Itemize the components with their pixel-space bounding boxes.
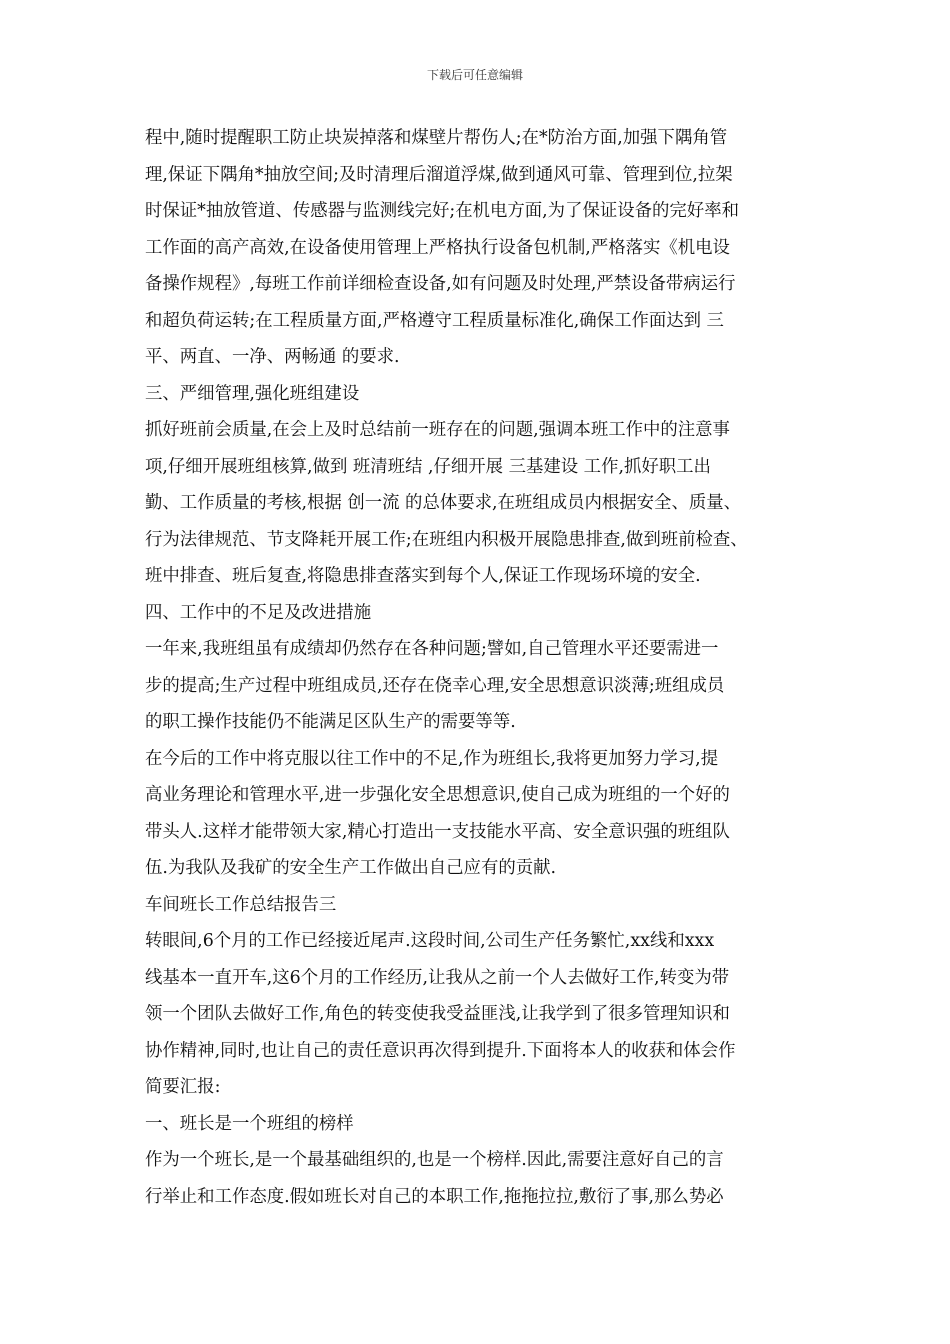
text-line: 理,保证下隅角*抽放空间;及时清理后溜道浮煤,做到通风可靠、管理到位,拉架 [145,164,733,185]
text-line: 时保证*抽放管道、传感器与监测线完好;在机电方面,为了保证设备的完好率和 [145,201,739,221]
text-line: 转眼间,6个月的工作已经接近尾声.这段时间,公司生产任务繁忙,xx线和xxx [145,931,715,951]
text-line: 项,仔细开展班组核算,做到 班清班结 ,仔细开展 三基建设 工作,抓好职工出 [145,456,711,477]
text-line: 工作面的高产高效,在设备使用管理上严格执行设备包机制,严格落实《机电设 [145,237,730,258]
text-line: 步的提高;生产过程中班组成员,还存在侥幸心理,安全思想意识淡薄;班组成员 [145,675,725,696]
text-line: 在今后的工作中将克服以往工作中的不足,作为班组长,我将更加努力学习,提 [145,748,719,769]
text-line: 抓好班前会质量,在会上及时总结前一班存在的问题,强调本班工作中的注意事 [145,420,730,440]
text-line: 的职工操作技能仍不能满足区队生产的需要等等. [145,712,516,732]
text-line: 勤、工作质量的考核,根据 创一流 的总体要求,在班组成员内根据安全、质量、 [145,493,742,513]
text-line: 简要汇报: [145,1077,221,1097]
section-heading: 四、工作中的不足及改进措施 [145,602,372,623]
text-line: 和超负荷运转;在工程质量方面,严格遵守工程质量标准化,确保工作面达到 三 [145,310,724,331]
text-line: 平、两直、一净、两畅通 的要求. [145,347,400,367]
text-line: 一年来,我班组虽有成绩却仍然存在各种问题;譬如,自己管理水平还要需进一 [145,639,719,659]
text-line: 高业务理论和管理水平,进一步强化安全思想意识,使自己成为班组的一个好的 [145,785,730,805]
text-line: 伍.为我队及我矿的安全生产工作做出自己应有的贡献. [145,858,557,878]
text-line: 班中排查、班后复查,将隐患排查落实到每个人,保证工作现场环境的安全. [145,566,701,586]
section-heading: 一、班长是一个班组的榜样 [145,1113,354,1134]
document-body [145,120,815,1215]
text-line: 行为法律规范、节支降耗开展工作;在班组内积极开展隐患排查,做到班前检查、 [145,529,748,550]
page-header-watermark: 下载后可任意编辑 [426,68,523,82]
text-line: 线基本一直开车,这6个月的工作经历,让我从之前一个人去做好工作,转变为带 [145,967,730,988]
text-line: 领一个团队去做好工作,角色的转变使我受益匪浅,让我学到了很多管理知识和 [145,1004,730,1024]
text-line: 备操作规程》,每班工作前详细检查设备,如有问题及时处理,严禁设备带病运行 [145,274,736,294]
text-line: 行举止和工作态度.假如班长对自己的本职工作,拖拖拉拉,敷衍了事,那么势必 [145,1186,724,1207]
text-line: 带头人.这样才能带领大家,精心打造出一支技能水平高、安全意识强的班组队 [145,821,730,842]
text-line: 程中,随时提醒职工防止块炭掉落和煤壁片帮伤人;在*防治方面,加强下隅角管 [145,128,728,148]
section-heading: 三、严细管理,强化班组建设 [145,383,360,404]
text-line: 作为一个班长,是一个最基础组织的,也是一个榜样.因此,需要注意好自己的言 [145,1150,724,1170]
report-title: 车间班长工作总结报告三 [145,894,337,915]
text-line: 协作精神,同时,也让自己的责任意识再次得到提升.下面将本人的收获和体会作 [145,1040,736,1061]
